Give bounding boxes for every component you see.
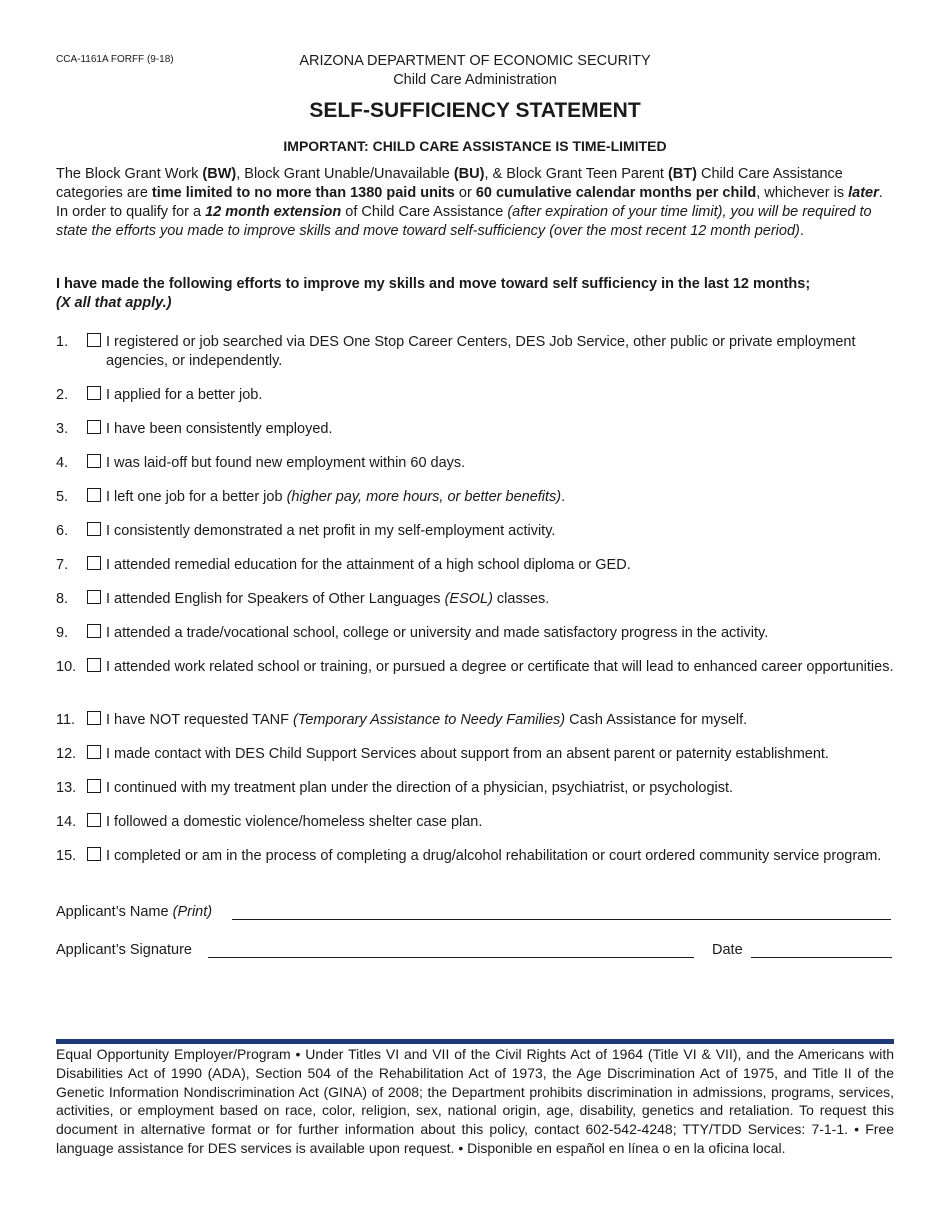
list-item <box>56 420 898 439</box>
effort-checkbox[interactable] <box>87 454 101 468</box>
item-text: I attended a trade/vocational school, college or university and made satisfactory progress in the activity. <box>106 625 769 641</box>
list-item <box>56 454 898 473</box>
item-text-italic: (ESOL) <box>444 591 493 607</box>
footer-divider <box>56 1039 894 1044</box>
item-text-after: . <box>561 489 566 505</box>
list-item <box>56 847 898 866</box>
page-title: SELF-SUFFICIENCY STATEMENT <box>309 99 641 122</box>
effort-checkbox[interactable] <box>87 779 101 793</box>
item-text-plain: I attended English for Speakers of Other Languages <box>106 591 445 607</box>
item-number: 9. <box>56 625 69 641</box>
item-number: 10. <box>56 659 77 675</box>
item-number: 7. <box>56 557 69 573</box>
effort-checkbox[interactable] <box>87 590 101 604</box>
intro-text: Child Care Assistance categories are <box>56 166 843 201</box>
list-item <box>56 813 898 832</box>
intro-bold: time limited to no more than 1380 paid units <box>151 185 455 201</box>
item-number: 4. <box>56 455 69 471</box>
item-number: 12. <box>56 746 77 762</box>
item-text-plain: I left one job for a better job <box>106 489 287 505</box>
item-number: 1. <box>56 334 69 350</box>
item-number: 11. <box>56 712 76 728</box>
item-text-after: classes. <box>492 591 550 607</box>
list-item <box>56 386 898 405</box>
item-text-italic: (Temporary Assistance to Needy Families) <box>292 712 566 728</box>
item-text-after: Cash Assistance for myself. <box>565 712 748 728</box>
effort-checkbox[interactable] <box>87 488 101 502</box>
item-text <box>106 711 898 730</box>
name-print-note: (Print) <box>172 904 213 920</box>
intro-text: The Block Grant Work <box>56 166 203 182</box>
item-text: I have been consistently employed. <box>106 421 333 437</box>
intro-text: of Child Care Assistance <box>341 204 508 220</box>
item-text <box>106 590 898 609</box>
item-text: I completed or am in the process of completing a drug/alcohol rehabilitation or court ordered community service program. <box>106 848 882 864</box>
list-item <box>56 556 898 575</box>
intro-bold: (BT) <box>667 166 697 182</box>
intro-bold-italic: later <box>848 185 879 201</box>
list-item <box>56 590 898 609</box>
applicant-signature-field[interactable] <box>208 957 694 958</box>
item-number: 3. <box>56 421 69 437</box>
effort-checkbox[interactable] <box>87 420 101 434</box>
date-label: Date <box>712 942 743 958</box>
item-number: 6. <box>56 523 69 539</box>
item-number: 13. <box>56 780 77 796</box>
intro-text: , Block Grant Unable/Unavailable <box>236 166 454 182</box>
intro-text: or <box>454 185 476 201</box>
list-item <box>56 624 898 643</box>
effort-checkbox[interactable] <box>87 658 101 672</box>
intro-italic: (after expiration of your time limit), you will be required to state the efforts you made to improve skills and move toward self-sufficiency (over the most recent 12 month period) <box>56 204 872 239</box>
effort-checkbox[interactable] <box>87 624 101 638</box>
item-number: 15. <box>56 848 77 864</box>
intro-paragraph <box>56 165 898 241</box>
intro-bold-italic: 12 month extension <box>205 204 342 220</box>
item-text: I registered or job searched via DES One Stop Career Centers, DES Job Service, other public or private employment agencies, or independently. <box>106 334 856 369</box>
list-item <box>56 711 898 730</box>
applicant-name-field[interactable] <box>232 919 891 920</box>
effort-checkbox[interactable] <box>87 711 101 725</box>
effort-checkbox[interactable] <box>87 556 101 570</box>
instruction-note: (X all that apply.) <box>56 295 172 311</box>
item-number: 2. <box>56 387 69 403</box>
list-item <box>56 333 898 371</box>
item-text <box>106 488 898 507</box>
list-item <box>56 488 898 507</box>
item-text: I attended work related school or training, or pursued a degree or certificate that will lead to enhanced career opportunities. <box>106 659 894 675</box>
instruction-text: I have made the following efforts to improve my skills and move toward self sufficiency in the last 12 months; <box>56 276 811 292</box>
item-text: I followed a domestic violence/homeless shelter case plan. <box>106 814 483 830</box>
form-code: CCA-1161A FORFF (9-18) <box>56 54 174 65</box>
name-label-text: Applicant’s Name <box>56 904 173 920</box>
intro-text: . <box>799 223 804 239</box>
item-number: 14. <box>56 814 77 830</box>
list-item <box>56 658 898 677</box>
item-text: I applied for a better job. <box>106 387 263 403</box>
effort-checkbox[interactable] <box>87 847 101 861</box>
item-text: I continued with my treatment plan under the direction of a physician, psychiatrist, or psychologist. <box>106 780 734 796</box>
item-number: 5. <box>56 489 69 505</box>
list-item <box>56 779 898 798</box>
item-text: I was laid-off but found new employment within 60 days. <box>106 455 466 471</box>
item-text: I made contact with DES Child Support Services about support from an absent parent or paternity establishment. <box>106 746 829 762</box>
footer-notice: Equal Opportunity Employer/Program • Under Titles VI and VII of the Civil Rights Act of 1964 (Title VI & VII), and the Americans with Disabilities Act of 1990 (ADA), Section 504 of the Rehabilitation Act of 1973, the Age Discrimination Act of 1975, and Title II of the Genetic Information Nondiscrimination Act (GINA) of 2008; the Department prohibits discrimination in admissions, programs, services, activities, or employment based on race, color, religion, sex, national origin, age, disability, genetics and retaliation. To request this document in alternative format or for further information about this policy, contact 602-542-4248; TTY/TDD Services: 7-1-1. • Free language assistance for DES services is available upon request. • Disponible en español en línea o en la oficina local. <box>56 1046 894 1156</box>
effort-checkbox[interactable] <box>87 522 101 536</box>
agency-name: ARIZONA DEPARTMENT OF ECONOMIC SECURITY <box>299 53 651 69</box>
intro-text: . In order to qualify for a <box>56 185 883 220</box>
applicant-signature-label: Applicant’s Signature <box>56 942 192 958</box>
date-field[interactable] <box>751 957 892 958</box>
intro-text: , & Block Grant Teen Parent <box>484 166 668 182</box>
list-item <box>56 522 898 541</box>
effort-checkbox[interactable] <box>87 813 101 827</box>
item-text: I consistently demonstrated a net profit in my self-employment activity. <box>106 523 556 539</box>
item-number: 8. <box>56 591 69 607</box>
intro-bold: (BU) <box>453 166 485 182</box>
division-name: Child Care Administration <box>393 72 557 88</box>
applicant-name-label <box>56 904 212 920</box>
effort-checkbox[interactable] <box>87 386 101 400</box>
page-subtitle: IMPORTANT: CHILD CARE ASSISTANCE IS TIME-LIMITED <box>283 138 667 154</box>
item-text-italic: (higher pay, more hours, or better benefits) <box>286 489 562 505</box>
instruction <box>56 275 898 313</box>
effort-checkbox[interactable] <box>87 333 101 347</box>
intro-text: , whichever is <box>756 185 849 201</box>
item-text-plain: I have NOT requested TANF <box>106 712 293 728</box>
effort-checkbox[interactable] <box>87 745 101 759</box>
intro-bold: 60 cumulative calendar months per child <box>475 185 757 201</box>
item-text: I attended remedial education for the attainment of a high school diploma or GED. <box>106 557 631 573</box>
intro-bold: (BW) <box>202 166 237 182</box>
list-item <box>56 745 898 764</box>
